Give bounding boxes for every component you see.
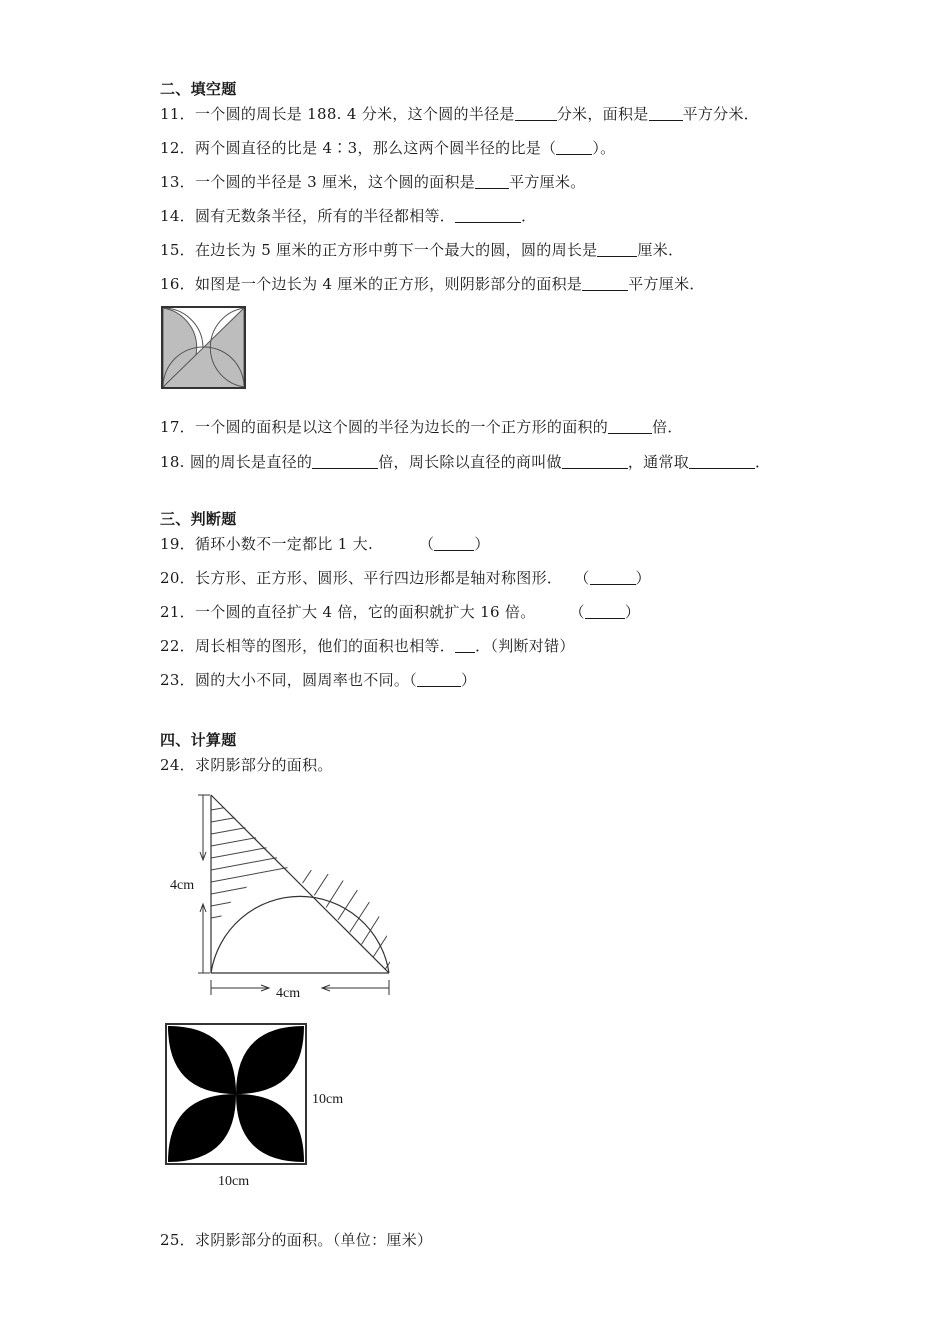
question-24: 24．求阴影部分的面积。 (160, 756, 333, 774)
question-20: 20．长方形、正方形、圆形、平行四边形都是轴对称图形． （ ） (160, 569, 651, 587)
question-17: 17．一个圆的面积是以这个圆的半径为边长的一个正方形的面积的 倍． (160, 418, 683, 436)
question-25: 25．求阴影部分的面积。（单位：厘米） (160, 1231, 433, 1249)
answer-blank[interactable] (434, 535, 474, 551)
answer-blank[interactable] (590, 569, 636, 585)
section-2-title: 二、填空题 (160, 80, 237, 98)
question-13: 13．一个圆的半径是 3 厘米，这个圆的面积是 平方厘米。 (160, 173, 586, 191)
question-22: 22．周长相等的图形，他们的面积也相等． ．（判断对错） (160, 637, 575, 655)
answer-blank[interactable] (455, 637, 475, 653)
square-shaded-figure (160, 305, 248, 389)
question-14: 14．圆有无数条半径，所有的半径都相等． ． (160, 207, 537, 225)
left-dimension-label: 4cm (170, 878, 195, 893)
answer-blank[interactable] (556, 139, 592, 155)
answer-blank[interactable] (417, 671, 461, 687)
section-3-title: 三、判断题 (160, 510, 237, 528)
answer-blank[interactable] (515, 105, 557, 121)
answer-blank[interactable] (597, 241, 637, 257)
answer-blank[interactable] (455, 207, 521, 223)
question-21: 21．一个圆的直径扩大 4 倍，它的面积就扩大 16 倍。 （ ） (160, 603, 641, 621)
answer-blank[interactable] (608, 418, 652, 434)
right-dimension-label: 10cm (312, 1092, 344, 1107)
question-16: 16．如图是一个边长为 4 厘米的正方形，则阴影部分的面积是 平方厘米． (160, 275, 705, 293)
question-15: 15．在边长为 5 厘米的正方形中剪下一个最大的圆，圆的周长是 厘米． (160, 241, 684, 259)
answer-blank[interactable] (312, 453, 378, 469)
answer-blank[interactable] (582, 275, 628, 291)
answer-blank[interactable] (585, 603, 625, 619)
question-18: 18. 圆的周长是直径的 倍，周长除以直径的商叫做 ，通常取 ． (160, 453, 771, 471)
bottom-dimension-label: 10cm (218, 1174, 250, 1189)
question-19: 19．循环小数不一定都比 1 大. （ ） (160, 535, 490, 553)
bottom-dimension-label: 4cm (276, 986, 301, 1001)
answer-blank[interactable] (689, 453, 755, 469)
four-petal-square-figure (164, 1022, 344, 1189)
answer-blank[interactable] (475, 173, 509, 189)
question-11: 11．一个圆的周长是 188. 4 分米，这个圆的半径是 分米，面积是 平方分米． (160, 105, 760, 123)
answer-blank[interactable] (649, 105, 683, 121)
answer-blank[interactable] (562, 453, 628, 469)
question-23: 23．圆的大小不同，圆周率也不同。（ ） (160, 671, 477, 689)
quarter-circle-triangle-figure (168, 790, 398, 1005)
section-4-title: 四、计算题 (160, 731, 237, 749)
question-12: 12．两个圆直径的比是 4∶3，那么这两个圆半径的比是（ ）。 (160, 139, 616, 157)
